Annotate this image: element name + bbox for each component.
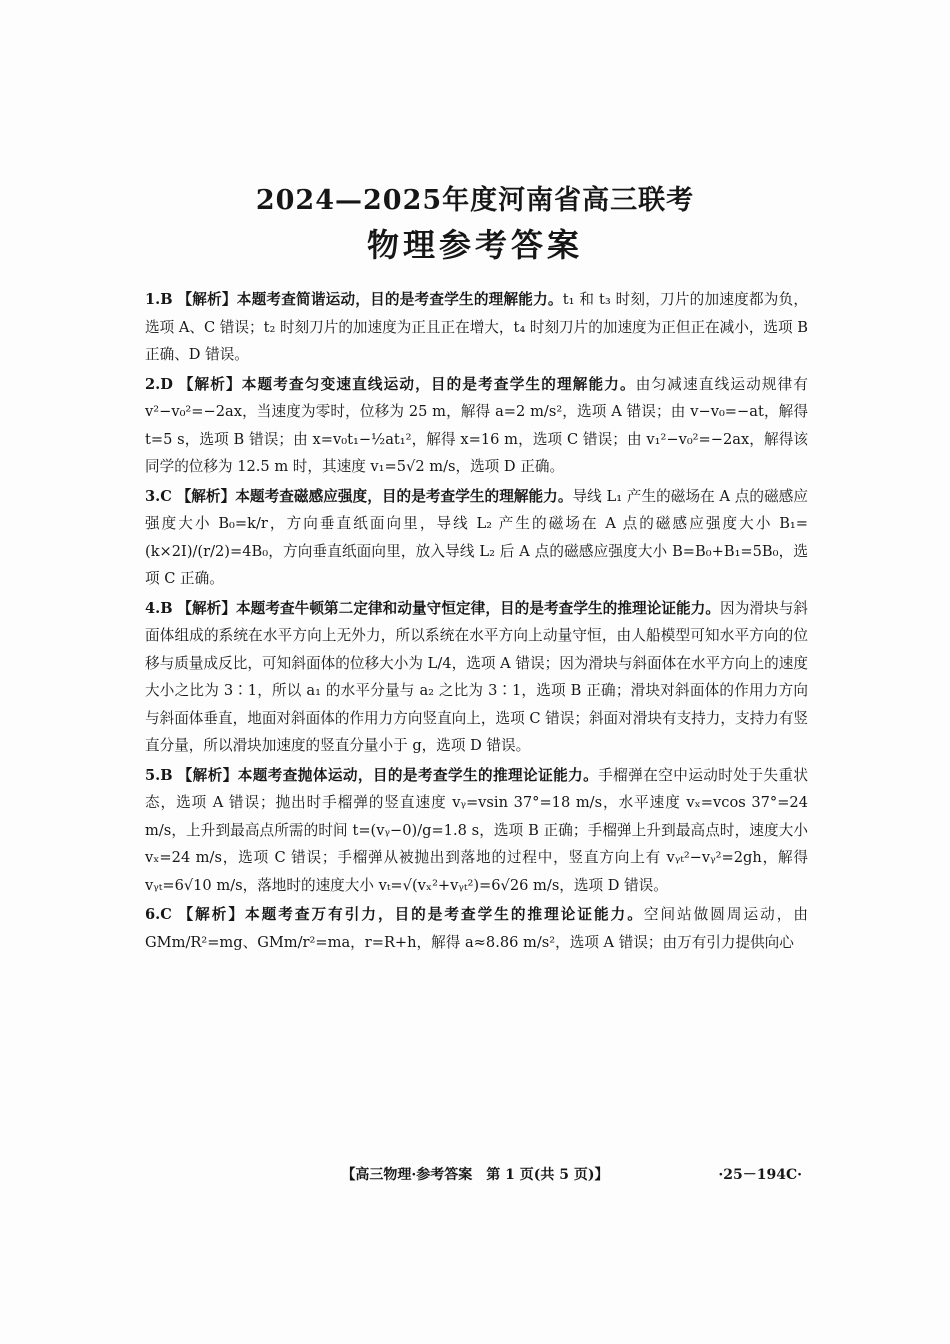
document-code: ·25－194C· [718, 1167, 802, 1183]
analysis-text: 手榴弹在空中运动时处于失重状态，选项 A 错误；抛出时手榴弹的竖直速度 vᵧ=vsin 37°=18 m/s，水平速度 vₓ=vcos 37°=24 m/s，上升到最高点所需的时间 t=(vᵧ−0)/g=1.8 s，选项 B 正确；手榴弹上升到最高点时，速度大小 vₓ=24 m/s，选项 C 错误；手榴弹从被抛出到落地的过程中，竖直方向上有 vᵧₜ²−vᵧ²=2gh，解得 vᵧₜ=6√10 m/s，落地时的速度大小 vₜ=√(vₓ²+vᵧₜ²)=6√26 m/s，选项 D 错误。 [145, 766, 808, 894]
answer-item-1 [145, 286, 808, 369]
analysis-tag: 【解析】 [177, 599, 236, 617]
analysis-lead: 本题考查抛体运动，目的是考查学生的推理论证能力。 [237, 766, 599, 784]
answer-number: 6. [145, 906, 161, 923]
answer-choice: C [160, 906, 172, 923]
analysis-text: 导线 L₁ 产生的磁场在 A 点的磁感应强度大小 B₀=k/r，方向垂直纸面向里，导线 L₂ 产生的磁场在 A 点的磁感应强度大小 B₁=(k×2I)/(r/2)=4B₀，方向垂直纸面向里，放入导线 L₂ 后 A 点的磁感应强度大小 B=B₀+B₁=5B₀，选项 C 正确。 [145, 487, 808, 587]
analysis-text: 空间站做圆周运动，由 GMm/R²=mg、GMm/r²=ma，r=R+h，解得 a≈8.86 m/s²，选项 A 错误；由万有引力提供向心 [145, 906, 808, 951]
analysis-lead: 本题考查牛顿第二定律和动量守恒定律，目的是考查学生的推理论证能力。 [235, 599, 721, 617]
analysis-lead: 本题考查磁感应强度，目的是考查学生的理解能力。 [235, 487, 573, 505]
analysis-text: 由匀减速直线运动规律有 v²−v₀²=−2ax，当速度为零时，位移为 25 m，解得 a=2 m/s²，选项 A 错误；由 v−v₀=−at，解得 t=5 s，选项 B 错误；由 x=v₀t₁−½at₁²，解得 x=16 m，选项 C 错误；由 v₁²−v₀²=−2ax，解得该同学的位移为 12.5 m 时，其速度 v₁=5√2 m/s，选项 D 正确。 [145, 375, 808, 475]
answer-item-4 [145, 595, 808, 760]
analysis-tag: 【解析】 [176, 487, 236, 505]
analysis-tag: 【解析】 [178, 906, 246, 923]
analysis-text: t₁ 和 t₃ 时刻，刀片的加速度都为负，选项 A、C 错误；t₂ 时刻刀片的加速度为正且正在增大，t₄ 时刻刀片的加速度为正但正在减小，选项 B 正确、D 错误。 [145, 291, 808, 363]
answer-choice: C [160, 487, 172, 505]
answer-item-5 [145, 762, 808, 900]
analysis-tag: 【解析】 [177, 766, 238, 784]
analysis-lead: 本题考查匀变速直线运动，目的是考查学生的理解能力。 [241, 375, 636, 393]
exam-title: 2024—2025年度河南省高三联考 [255, 185, 695, 216]
answer-number: 3. [145, 487, 161, 505]
answer-item-2 [145, 371, 808, 481]
analysis-lead: 本题考查简谐运动，目的是考查学生的理解能力。 [236, 291, 563, 308]
footer-label: 【高三物理·参考答案 第 1 页(共 5 页)】 [341, 1167, 609, 1183]
answer-number: 2. [145, 375, 161, 393]
analysis-lead: 本题考查万有引力，目的是考查学生的推理论证能力。 [245, 906, 644, 923]
answer-list [145, 286, 808, 958]
analysis-tag: 【解析】 [178, 375, 242, 393]
answer-number: 1. [145, 291, 161, 308]
analysis-text: 因为滑块与斜面体组成的系统在水平方向上无外力，所以系统在水平方向上动量守恒，由人船模型可知水平方向的位移与质量成反比，可知斜面体的位移大小为 L/4，选项 A 错误；因为滑块与斜面体在水平方向上的速度大小之比为 3∶1，所以 a₁ 的水平分量与 a₂ 之比为 3∶1，选项 B 正确；滑块对斜面体的作用力方向与斜面体垂直，地面对斜面体的作用力方向竖直向上，选项 C 错误；斜面对滑块有支持力，支持力有竖直分量，所以滑块加速度的竖直分量小于 g，选项 D 错误。 [145, 599, 808, 754]
answer-choice: D [160, 375, 173, 393]
answer-choice: B [160, 291, 173, 308]
answer-choice: B [160, 766, 173, 784]
page-footer [0, 1164, 950, 1188]
answer-number: 5. [145, 766, 161, 784]
answer-item-3 [145, 483, 808, 593]
analysis-tag: 【解析】 [177, 291, 237, 308]
answer-item-6 [145, 901, 808, 956]
answer-choice: B [160, 599, 173, 617]
answer-key-title: 物理参考答案 [366, 226, 583, 264]
answer-number: 4. [145, 599, 161, 617]
